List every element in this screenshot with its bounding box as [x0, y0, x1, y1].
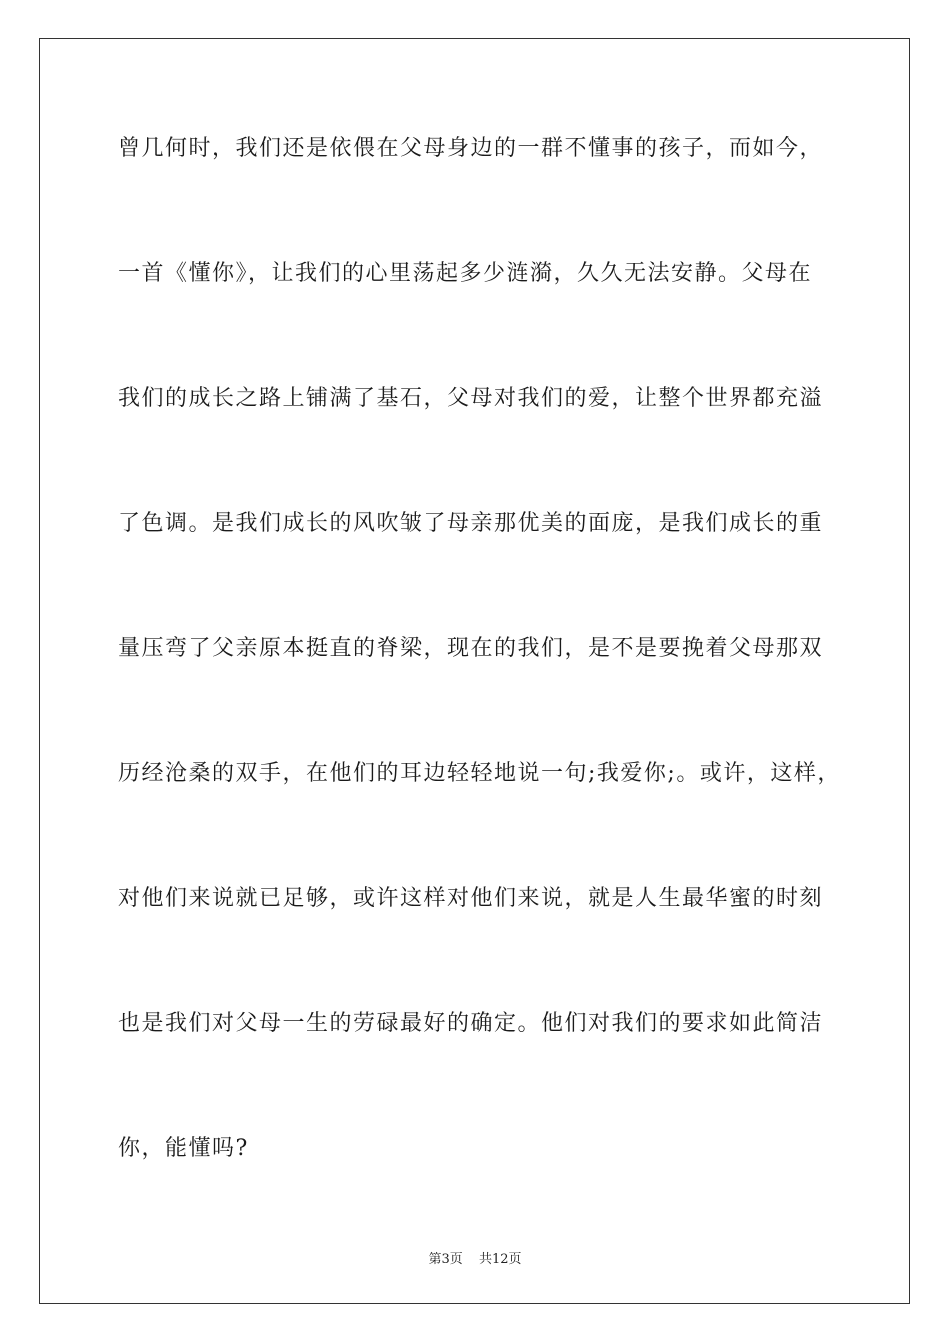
text-line: 曾几何时，我们还是依偎在父母身边的一群不懂事的孩子，而如今，	[118, 136, 824, 161]
text-line: 一首《懂你》，让我们的心里荡起多少涟漪，久久无法安静。父母在	[118, 261, 813, 286]
text-line: 历经沧桑的双手，在他们的耳边轻轻地说一句;我爱你;。或许，这样，	[118, 761, 841, 786]
text-line: 我们的成长之路上铺满了基石，父母对我们的爱，让整个世界都充溢	[118, 386, 824, 411]
text-line: 量压弯了父亲原本挺直的脊梁，现在的我们，是不是要挽着父母那双	[118, 636, 824, 661]
text-line: 了色调。是我们成长的风吹皱了母亲那优美的面庞，是我们成长的重	[118, 511, 824, 536]
text-line: 也是我们对父母一生的劳碌最好的确定。他们对我们的要求如此简洁	[118, 1011, 824, 1036]
body-text	[118, 128, 858, 1253]
text-line: 你，能懂吗?	[118, 1136, 249, 1161]
text-line: 对他们来说就已足够，或许这样对他们来说，就是人生最华蜜的时刻	[118, 886, 824, 911]
page-total: 共12页	[478, 1252, 522, 1267]
page-number: 第3页	[428, 1252, 463, 1267]
page-footer	[0, 1248, 950, 1267]
